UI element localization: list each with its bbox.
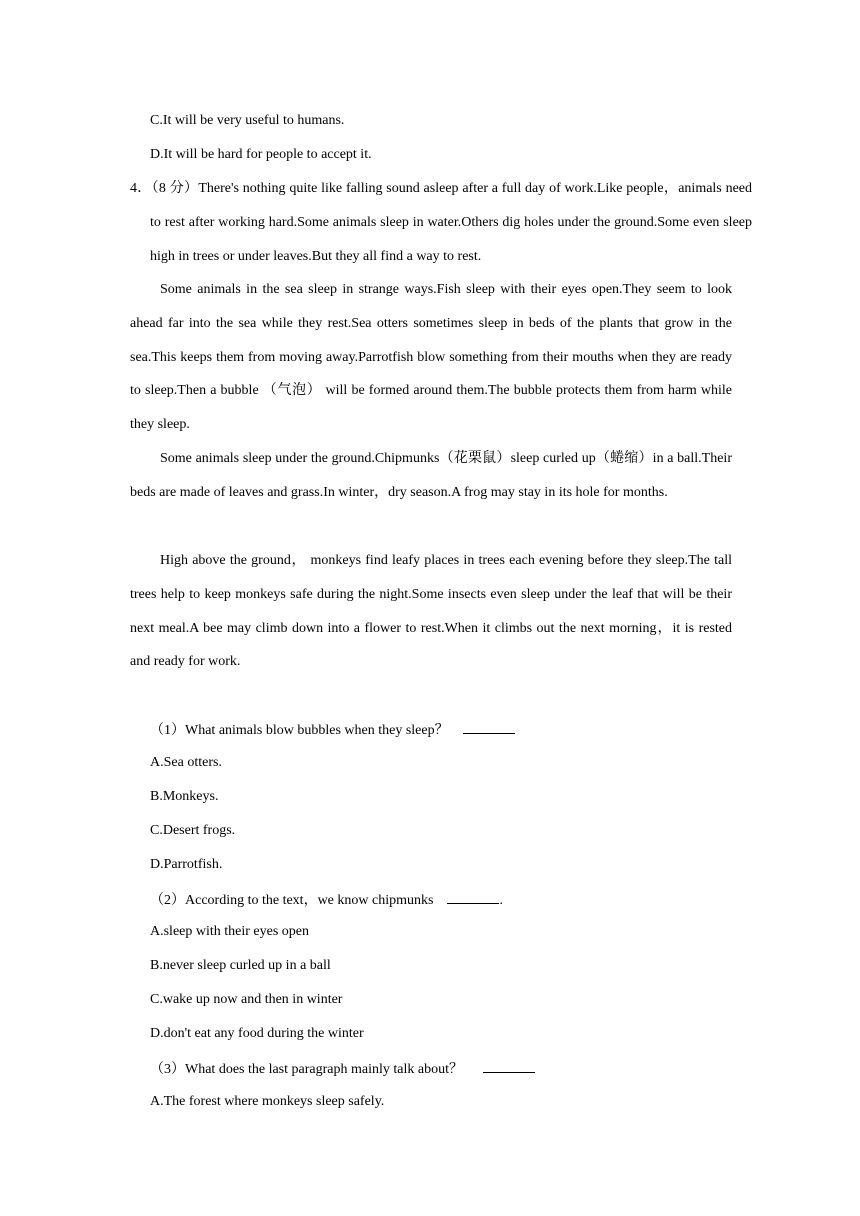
subquestion-2-suffix: . xyxy=(499,893,503,908)
option-c-previous: C.It will be very useful to humans. xyxy=(150,113,345,128)
passage-paragraph-1: Some animals in the sea sleep in strange ways.Fish sleep with their eyes open.They seem to look ahead far into the sea while they rest.Sea otters sometimes sleep in beds of the plants that grow in the sea.This keeps them from moving away.Parrotfish blow something from their mouths when they are ready to sleep.Then a bubble （气泡） will be formed around them.The bubble protects them from harm while they sleep. xyxy=(130,282,732,433)
subquestion-3-stem: （3）What does the last paragraph mainly talk about？ xyxy=(150,1062,463,1077)
subquestion-3 xyxy=(150,1058,535,1080)
passage-paragraph-3: High above the ground， monkeys find leafy places in trees each evening before they sleep.The tall trees help to keep monkeys safe during the night.Some insects even sleep under the leaf that will be their next meal.A bee may climb down into a flower to rest.When it climbs out the next morning，it is rested and ready for work. xyxy=(130,553,732,670)
answer-blank-1 xyxy=(463,719,515,734)
sq1-option-c: C.Desert frogs. xyxy=(150,823,236,838)
sq1-option-a: A.Sea otters. xyxy=(150,755,222,770)
subquestion-1-stem: （1）What animals blow bubbles when they sleep？ xyxy=(150,723,449,738)
subquestion-2-stem: （2）According to the text，we know chipmunks xyxy=(150,893,434,908)
sq2-option-c: C.wake up now and then in winter xyxy=(150,992,343,1007)
sq2-option-b: B.never sleep curled up in a ball xyxy=(150,958,331,973)
answer-blank-3 xyxy=(483,1058,535,1073)
subquestion-1 xyxy=(150,719,515,741)
subquestion-2 xyxy=(150,889,503,911)
option-d-previous: D.It will be hard for people to accept it. xyxy=(150,147,372,162)
sq2-option-d: D.don't eat any food during the winter xyxy=(150,1026,364,1041)
sq3-option-a: A.The forest where monkeys sleep safely. xyxy=(150,1094,385,1109)
sq1-option-d: D.Parrotfish. xyxy=(150,857,223,872)
sq1-option-b: B.Monkeys. xyxy=(150,789,219,804)
sq2-option-a: A.sleep with their eyes open xyxy=(150,924,310,939)
answer-blank-2 xyxy=(447,889,499,904)
question-4-intro: 4．（8 分）There's nothing quite like falling sound asleep after a full day of work.Like people，animals need to rest after working hard.Some animals sleep in water.Others dig holes under the ground.Some even sleep high in trees or under leaves.But they all find a way to rest. xyxy=(130,181,752,264)
passage-paragraph-2: Some animals sleep under the ground.Chipmunks（花栗鼠）sleep curled up（蜷缩）in a ball.Their beds are made of leaves and grass.In winter，dry season.A frog may stay in its hole for months. xyxy=(130,451,732,500)
